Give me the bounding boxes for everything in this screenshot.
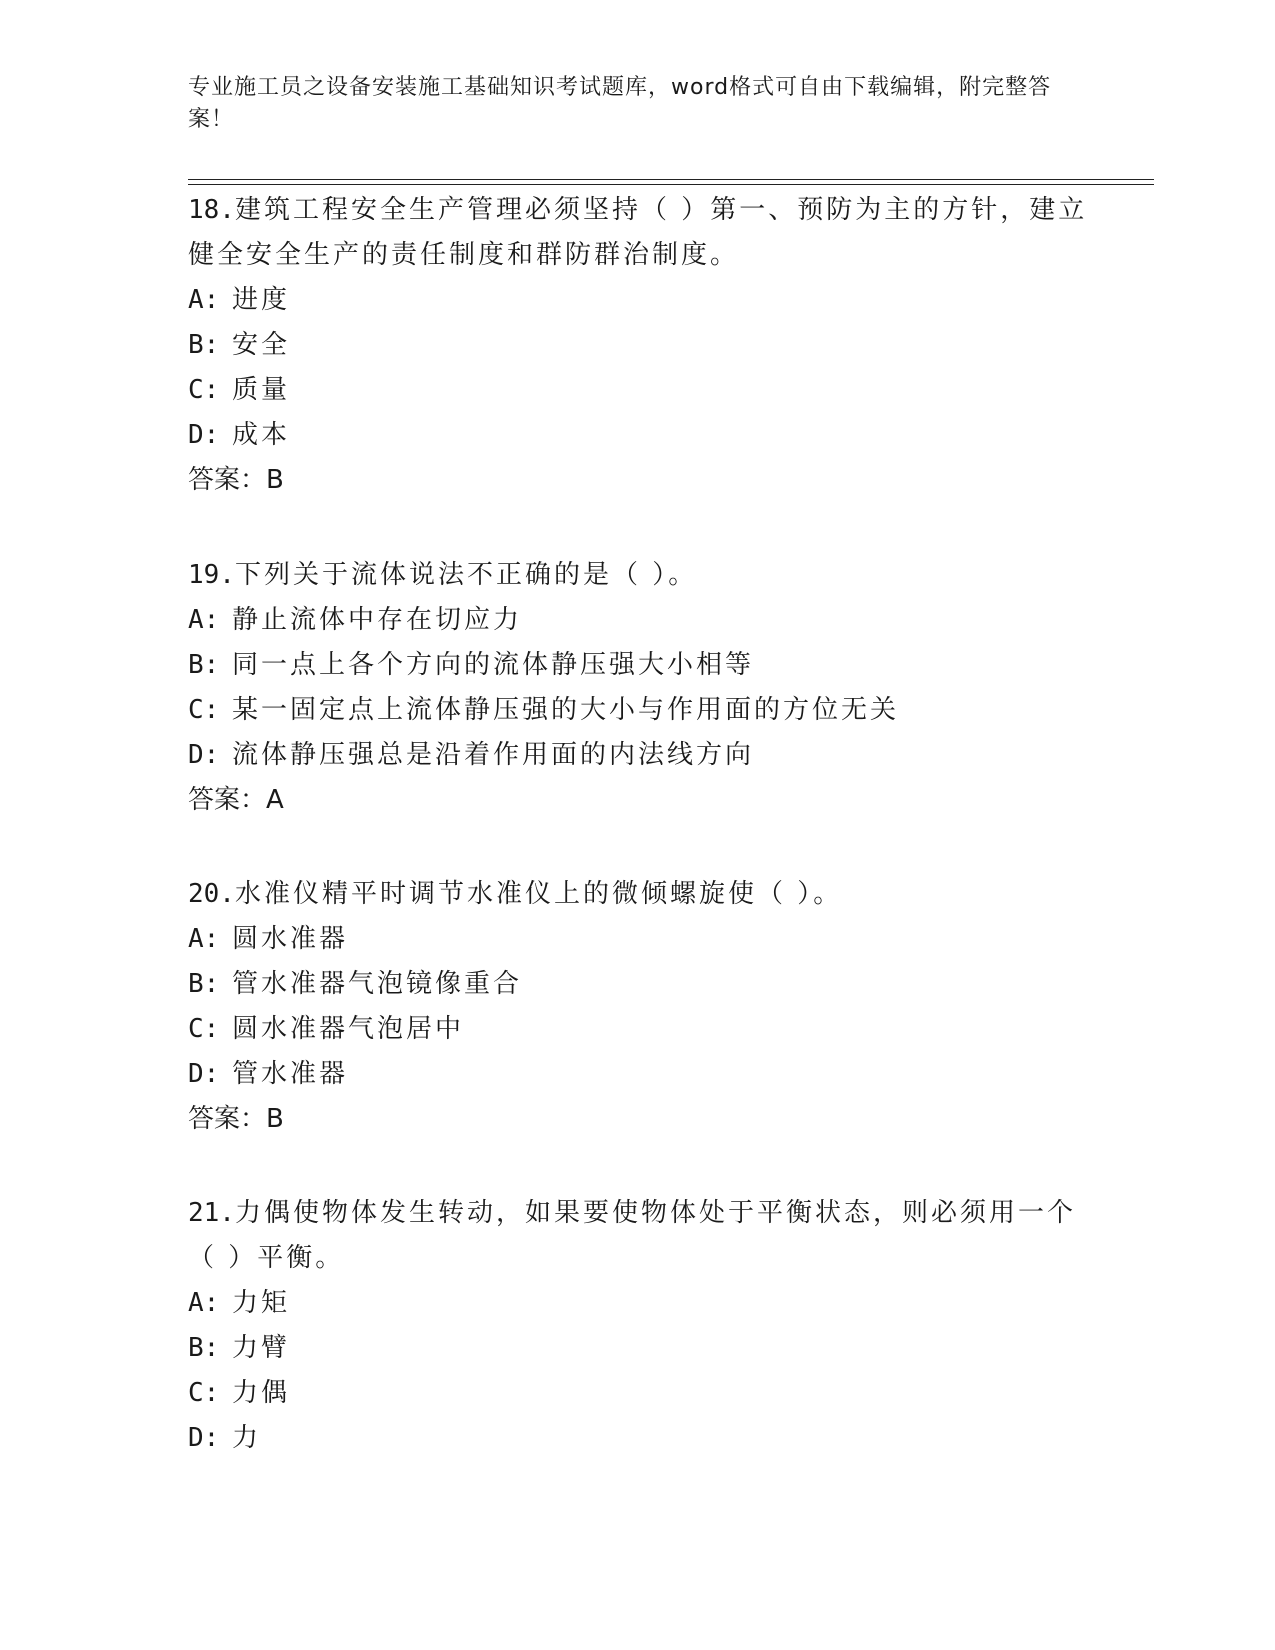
option-b bbox=[188, 323, 1088, 368]
question-stem bbox=[188, 188, 1088, 278]
header-rule-top bbox=[188, 179, 1154, 180]
option-d bbox=[188, 413, 1088, 458]
option-text: 成本 bbox=[232, 420, 291, 450]
option-b bbox=[188, 643, 1088, 688]
option-letter: C: bbox=[188, 1378, 220, 1408]
question-stem bbox=[188, 553, 1088, 598]
option-letter: D: bbox=[188, 1059, 220, 1089]
question-21 bbox=[188, 1191, 1088, 1461]
option-letter: D: bbox=[188, 1423, 220, 1453]
option-text: 同一点上各个方向的流体静压强大小相等 bbox=[232, 650, 755, 680]
document-header: 专业施工员之设备安装施工基础知识考试题库，word格式可自由下载编辑，附完整答案！ bbox=[188, 75, 1052, 132]
answer-line: 答案：B bbox=[188, 465, 284, 495]
option-text: 圆水准器 bbox=[232, 924, 349, 954]
question-number: 20. bbox=[188, 879, 235, 909]
option-letter: B: bbox=[188, 330, 220, 360]
option-text: 流体静压强总是沿着作用面的内法线方向 bbox=[232, 740, 755, 770]
option-a bbox=[188, 598, 1088, 643]
option-letter: D: bbox=[188, 420, 220, 450]
option-c bbox=[188, 1371, 1088, 1416]
option-letter: D: bbox=[188, 740, 220, 770]
option-c bbox=[188, 368, 1088, 413]
answer-line: 答案：A bbox=[188, 785, 284, 815]
option-text: 力 bbox=[232, 1423, 262, 1453]
option-b bbox=[188, 1326, 1088, 1371]
option-text: 进度 bbox=[232, 285, 291, 315]
question-text: 下列关于流体说法不正确的是（ ）。 bbox=[234, 560, 698, 590]
option-letter: A: bbox=[188, 924, 220, 954]
question-text: 力偶使物体发生转动，如果要使物体处于平衡状态，则必须用一个（ ）平衡。 bbox=[188, 1198, 1076, 1273]
option-letter: B: bbox=[188, 1333, 220, 1363]
question-number: 21. bbox=[188, 1198, 235, 1228]
option-text: 某一固定点上流体静压强的大小与作用面的方位无关 bbox=[232, 695, 900, 725]
option-text: 管水准器气泡镜像重合 bbox=[232, 969, 523, 999]
question-text: 水准仪精平时调节水准仪上的微倾螺旋使（ ）。 bbox=[234, 879, 843, 909]
question-number: 18. bbox=[188, 195, 235, 225]
header-rule-bottom bbox=[188, 184, 1154, 185]
option-d bbox=[188, 1416, 1088, 1461]
option-b bbox=[188, 962, 1088, 1007]
answer-line: 答案：B bbox=[188, 1104, 284, 1134]
option-a bbox=[188, 1281, 1088, 1326]
option-text: 力矩 bbox=[232, 1288, 291, 1318]
option-letter: B: bbox=[188, 969, 220, 999]
question-stem bbox=[188, 1191, 1088, 1281]
option-letter: C: bbox=[188, 375, 220, 405]
option-text: 静止流体中存在切应力 bbox=[232, 605, 523, 635]
question-stem bbox=[188, 872, 1088, 917]
option-text: 圆水准器气泡居中 bbox=[232, 1014, 465, 1044]
question-20 bbox=[188, 872, 1088, 1142]
option-text: 质量 bbox=[232, 375, 291, 405]
question-number: 19. bbox=[188, 560, 235, 590]
option-letter: C: bbox=[188, 695, 220, 725]
option-d bbox=[188, 733, 1088, 778]
option-letter: A: bbox=[188, 285, 220, 315]
question-text: 建筑工程安全生产管理必须坚持（ ）第一、预防为主的方针，建立健全安全生产的责任制度和群防群治制度。 bbox=[188, 195, 1088, 270]
option-letter: A: bbox=[188, 1288, 220, 1318]
option-c bbox=[188, 688, 1088, 733]
question-18 bbox=[188, 188, 1088, 503]
option-letter: B: bbox=[188, 650, 220, 680]
option-d bbox=[188, 1052, 1088, 1097]
option-text: 力偶 bbox=[232, 1378, 291, 1408]
option-text: 管水准器 bbox=[232, 1059, 349, 1089]
option-a bbox=[188, 917, 1088, 962]
option-a bbox=[188, 278, 1088, 323]
option-text: 安全 bbox=[232, 330, 291, 360]
question-19 bbox=[188, 553, 1088, 823]
option-text: 力臂 bbox=[232, 1333, 291, 1363]
option-letter: A: bbox=[188, 605, 220, 635]
option-letter: C: bbox=[188, 1014, 220, 1044]
option-c bbox=[188, 1007, 1088, 1052]
